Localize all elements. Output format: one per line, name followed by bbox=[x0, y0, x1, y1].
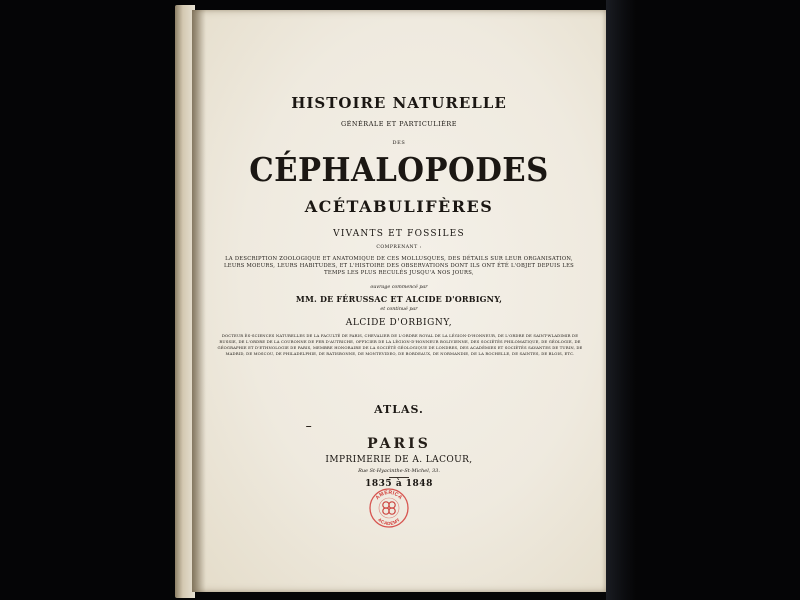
ink-mark bbox=[304, 426, 312, 431]
volume-label: ATLAS. bbox=[374, 403, 424, 416]
book-cradle bbox=[606, 0, 636, 600]
subtitle: ACÉTABULIFÈRES bbox=[304, 197, 494, 216]
ouvrage-commence: ouvrage commencé par bbox=[370, 285, 428, 290]
stamp-text-top: AMERICA bbox=[374, 489, 404, 502]
subheader: GÉNÉRALE ET PARTICULIÈRE bbox=[340, 120, 458, 128]
stamp-text-bottom: ACADEMY bbox=[376, 516, 402, 527]
years-line: 1835 à 1848 bbox=[365, 479, 433, 489]
comprenant-line: COMPRENANT : bbox=[376, 245, 422, 250]
library-stamp bbox=[368, 487, 410, 529]
authors-line: MM. DE FÉRUSSAC ET ALCIDE D'ORBIGNY, bbox=[295, 294, 503, 304]
city-label: PARIS bbox=[367, 436, 431, 452]
credentials-paragraph: DOCTEUR ÈS-SCIENCES NATURELLES DE LA FACULTÉ DE PARIS, CHEVALIER DE L'ORDRE ROYAL DE LA LÉGION-D'HONNEUR, DE L'ORDRE DE SAINT-WLADIMIR DE RUSSIE, DE L'ORDRE DE LA COURONNE DE FER D'AUTRICHE, OFFICIER DE LA LÉGION-D'HONNEUR BOLIVIENNE, DES SOCIÉTÉS PHILOMATIQUE, DE GÉOLOGIE, DE GÉOGRAPHIE ET D'ETHNOLOGIE DE PARIS, MEMBRE HONORAIRE DE LA SOCIÉTÉ GÉOLOGIQUE DE LONDRES, DES ACADÉMIES ET SOCIÉTÉS SAVANTES DE TURIN, DE MADRID, DE MOSCOU, DE PHILADELPHIE, DE RATISBONNE, DE MONTEVIDEO, DE BORDEAUX, DE NORMANDIE, DE LA ROCHELLE, DE SAINTES, DE BLOIS, ETC. bbox=[217, 333, 583, 356]
vivants-line: VIVANTS ET FOSSILES bbox=[333, 229, 465, 239]
address-line: Rue St-Hyacinthe-St-Michel, 33. bbox=[358, 468, 440, 474]
divider-rule bbox=[389, 477, 409, 478]
header-title: HISTOIRE NATURELLE bbox=[291, 94, 507, 112]
title-page bbox=[192, 10, 606, 592]
des-word: DES bbox=[392, 140, 406, 146]
main-title: CÉPHALOPODES bbox=[249, 150, 549, 189]
printer-line: IMPRIMERIE DE A. LACOUR, bbox=[325, 455, 473, 465]
continuer-name: ALCIDE D'ORBIGNY, bbox=[345, 318, 453, 328]
et-continue: et continué par bbox=[380, 307, 418, 312]
description-paragraph: LA DESCRIPTION ZOOLOGIQUE ET ANATOMIQUE DE CES MOLLUSQUES, DES DÉTAILS SUR LEUR ORGANISATION, LEURS MOEURS, LEURS HABITUDES, ET L'HISTOIRE DES OBSERVATIONS DONT ILS ONT ÉTÉ L'OBJET DEPUIS LES TEMPS LES PLUS RECULÉS JUSQU'A NOS JOURS, bbox=[223, 256, 575, 276]
